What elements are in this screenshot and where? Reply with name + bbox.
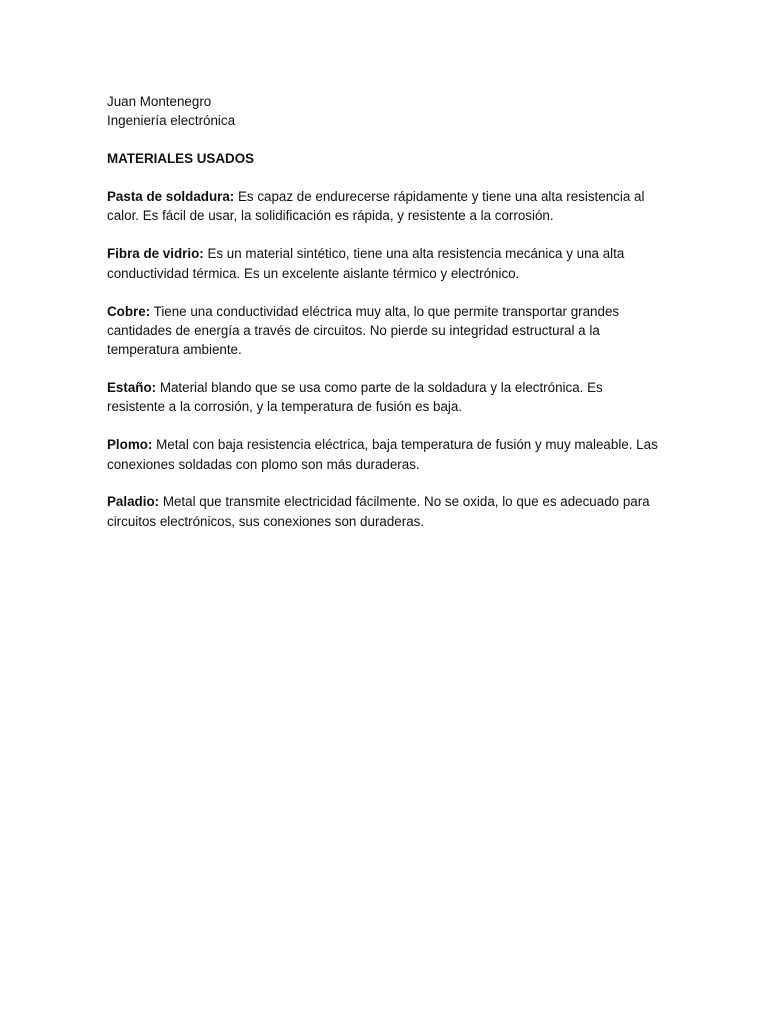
material-paragraph-plomo bbox=[107, 435, 663, 474]
material-paragraph-paladio bbox=[107, 492, 663, 531]
material-term: Plomo: bbox=[107, 437, 153, 453]
material-description: Metal con baja resistencia eléctrica, baja temperatura de fusión y muy maleable. Las conexiones soldadas con plomo son más duraderas. bbox=[107, 437, 658, 472]
material-term: Estaño: bbox=[107, 380, 157, 396]
material-term: Paladio: bbox=[107, 494, 160, 510]
material-paragraph-estano bbox=[107, 378, 663, 417]
author-name: Juan Montenegro bbox=[107, 94, 212, 109]
material-description: Material blando que se usa como parte de la soldadura y la electrónica. Es resistente a la corrosión, y la temperatura de fusión es baja. bbox=[107, 380, 603, 415]
author-program: Ingeniería electrónica bbox=[107, 113, 236, 129]
material-paragraph-cobre bbox=[107, 302, 663, 360]
section-heading: MATERIALES USADOS bbox=[107, 151, 255, 167]
material-term: Pasta de soldadura: bbox=[107, 189, 235, 205]
material-paragraph-pasta-de-soldadura bbox=[107, 187, 663, 226]
material-term: Cobre: bbox=[107, 303, 151, 319]
material-term: Fibra de vidrio: bbox=[107, 246, 204, 262]
material-description: Es un material sintético, tiene una alta resistencia mecánica y una alta conductividad térmica. Es un excelente aislante térmico y electrónico. bbox=[107, 246, 625, 281]
material-description: Es capaz de endurecerse rápidamente y tiene una alta resistencia al calor. Es fácil de usar, la solidificación es rápida, y resistente a la corrosión. bbox=[107, 189, 645, 224]
material-description: Metal que transmite electricidad fácilmente. No se oxida, lo que es adecuado para circuitos electrónicos, sus conexiones son duraderas. bbox=[107, 494, 650, 529]
material-description: Tiene una conductividad eléctrica muy alta, lo que permite transportar grandes cantidades de energía a través de circuitos. No pierde su integridad estructural a la temperatura ambiente. bbox=[107, 303, 620, 358]
document-page bbox=[107, 92, 663, 531]
material-paragraph-fibra-de-vidrio bbox=[107, 244, 663, 283]
